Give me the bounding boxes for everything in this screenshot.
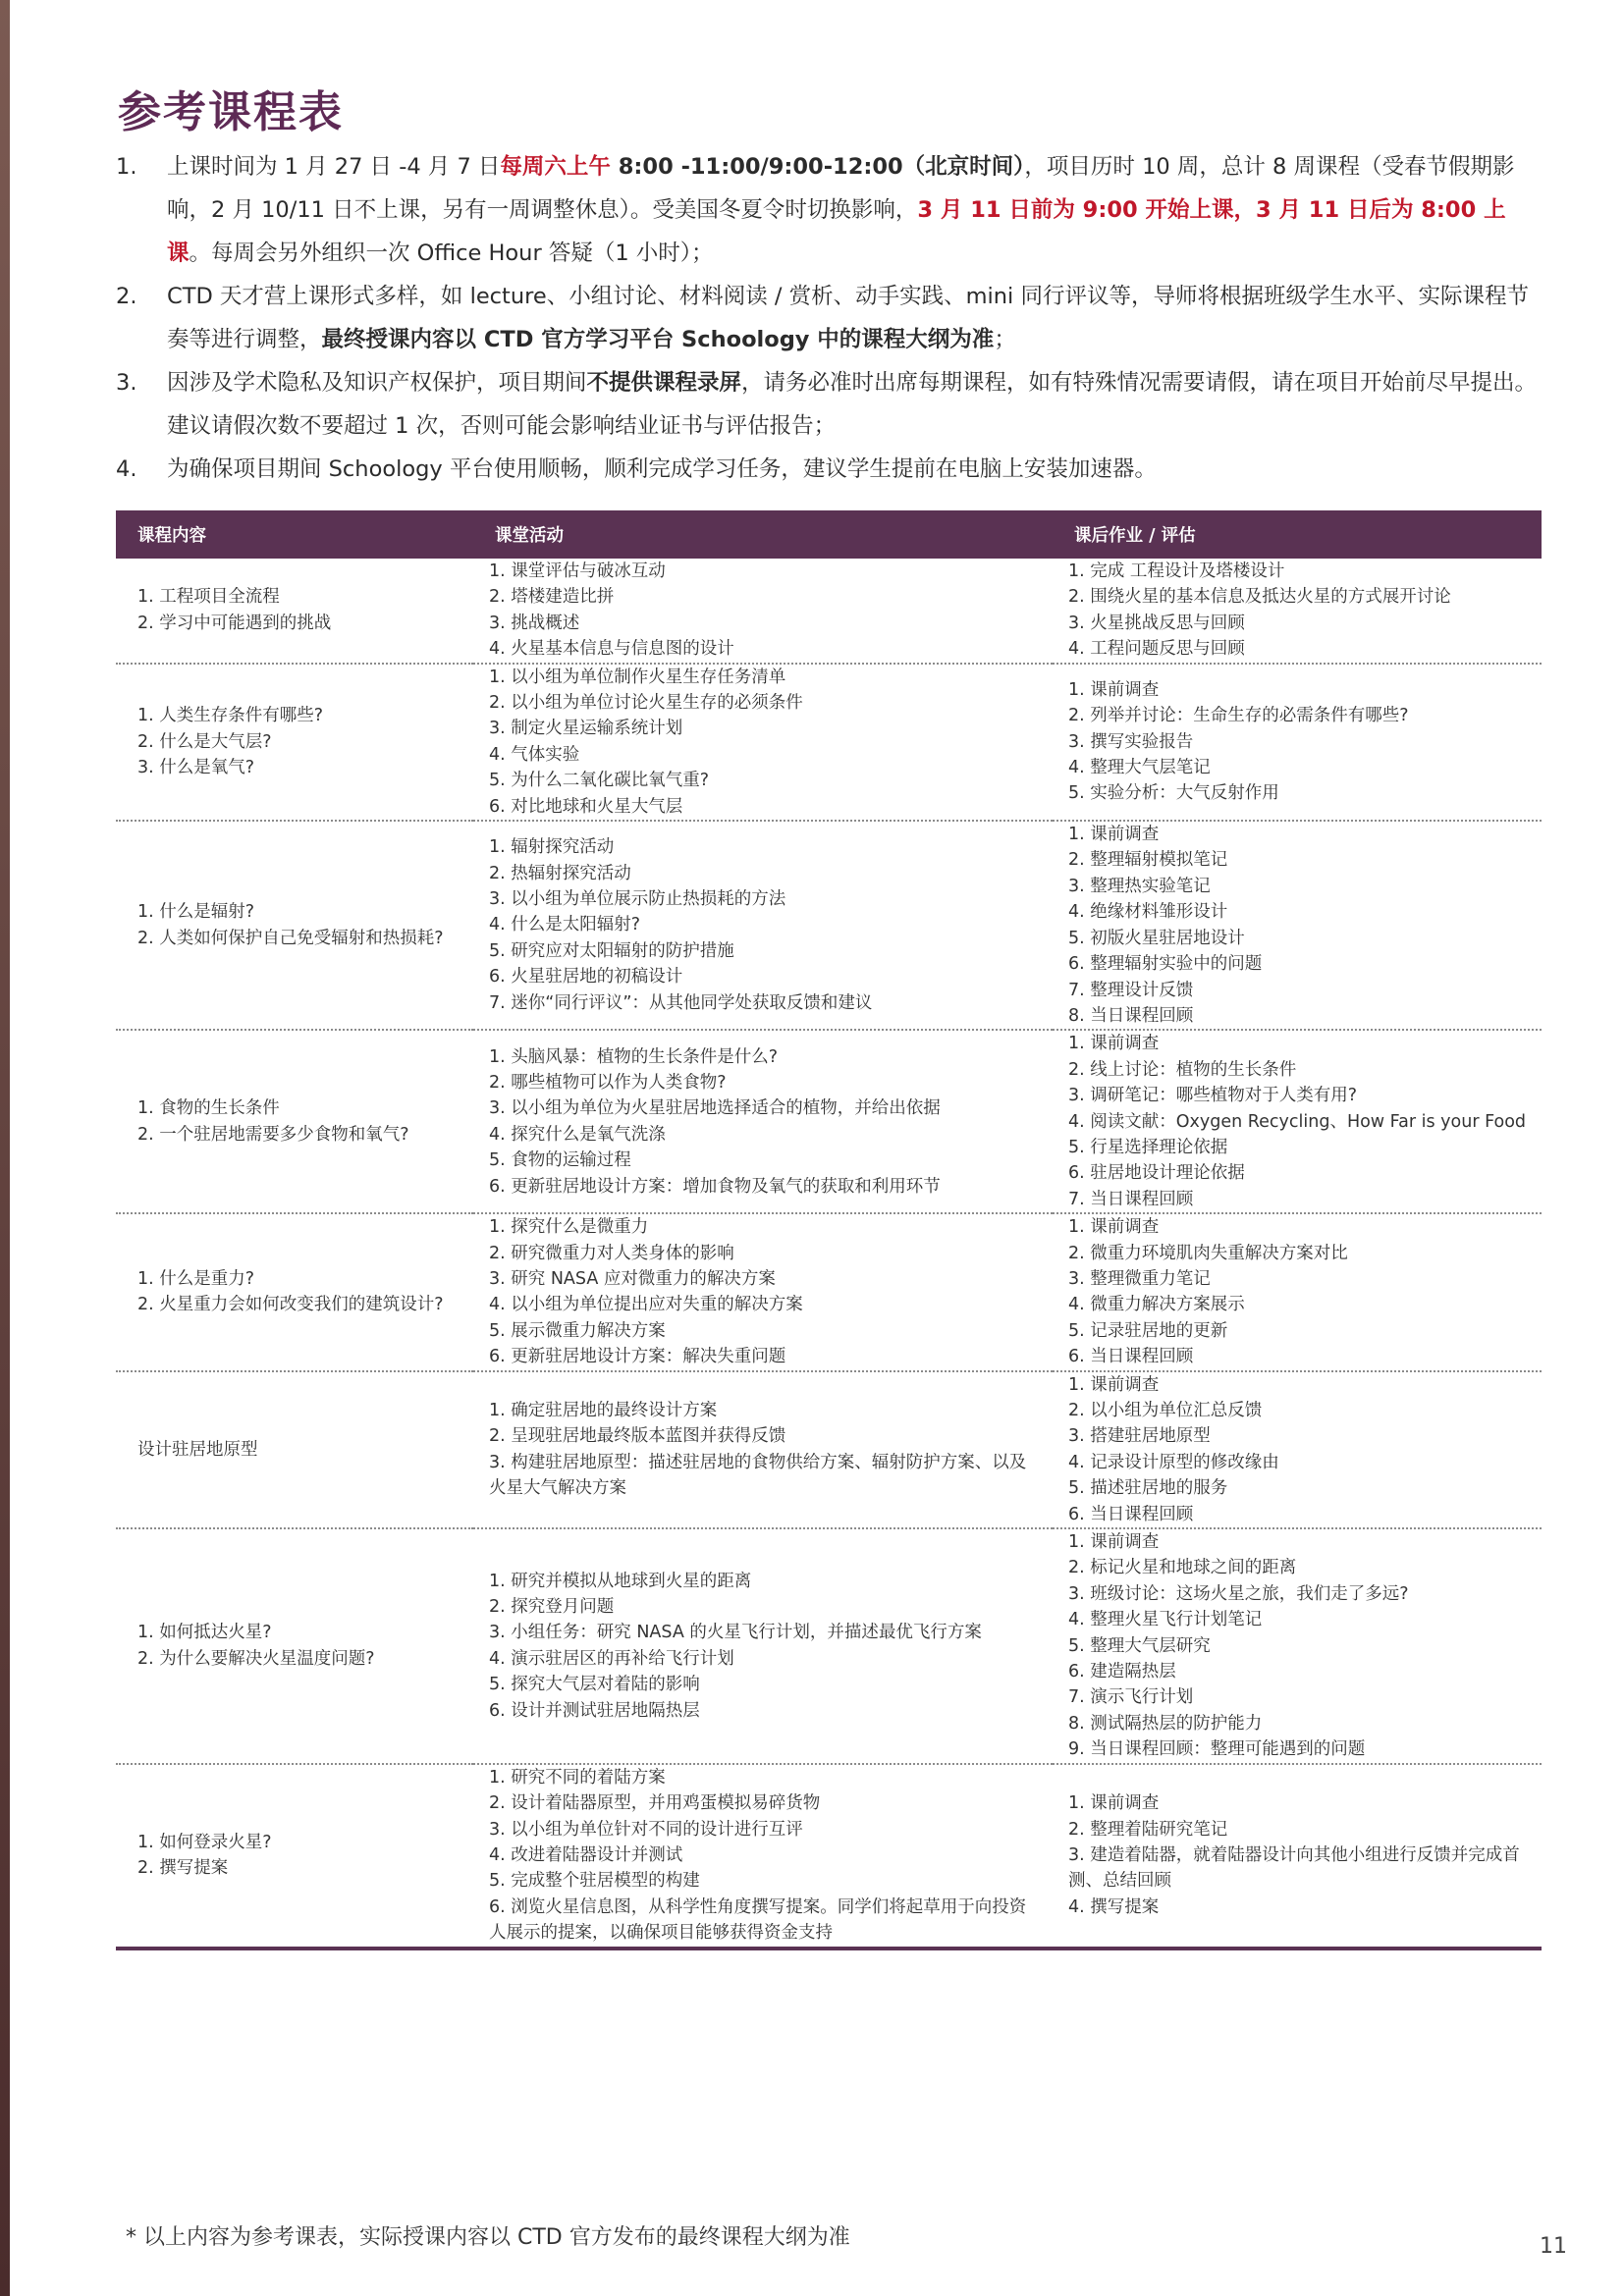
homework-assessment-line: 5. 整理大气层研究: [1068, 1635, 1211, 1656]
homework-assessment-line: 3. 撰写实验报告: [1068, 731, 1194, 752]
homework-assessment-line: 7. 整理设计反馈: [1068, 980, 1194, 1000]
class-activities-line: 5. 为什么二氧化碳比氧气重?: [489, 771, 710, 791]
homework-assessment-line: 1. 课前调查: [1068, 1034, 1160, 1054]
course-topic-line: 1. 如何抵达火星?: [137, 1623, 272, 1643]
class-activities-line: 6. 更新驻居地设计方案：解决失重问题: [489, 1347, 786, 1367]
class-activities-line: 6. 设计并测试驻居地隔热层: [489, 1700, 700, 1721]
homework-assessment-line: 1. 课前调查: [1068, 1532, 1160, 1553]
course-topic-cell: [116, 1764, 473, 1949]
notes-list: [116, 145, 1549, 491]
course-topic-list: [137, 1830, 463, 1882]
note-emphasis: 不提供课程录屏: [586, 370, 742, 396]
homework-assessment-line: 4. 阅读文献：Oxygen Recycling、How Far is your Food: [1068, 1111, 1527, 1132]
note-item: [116, 145, 1549, 275]
note-item: [116, 275, 1549, 361]
homework-assessment-line: 2. 线上讨论：植物的生长条件: [1068, 1059, 1297, 1080]
table-row: [116, 1371, 1542, 1528]
course-topic-cell: [116, 1371, 473, 1528]
homework-assessment-cell: [1053, 1030, 1542, 1213]
note-text: 。每周会另外组织一次 Office Hour 答疑（1 小时）；: [189, 240, 714, 266]
homework-assessment-line: 3. 整理微重力笔记: [1068, 1268, 1211, 1289]
class-activities-line: 5. 展示微重力解决方案: [489, 1320, 666, 1341]
homework-assessment-list: [1068, 1529, 1532, 1763]
note-text: 为确保项目期间 Schoology 平台使用顺畅，顺利完成学习任务，建议学生提前在电脑上安装加速器。: [167, 456, 1157, 482]
homework-assessment-line: 2. 以小组为单位汇总反馈: [1068, 1401, 1263, 1420]
homework-assessment-list: [1068, 1790, 1532, 1920]
homework-assessment-line: 2. 整理着陆研究笔记: [1068, 1819, 1228, 1840]
homework-assessment-line: 4. 记录设计原型的修改缘由: [1068, 1452, 1279, 1472]
homework-assessment-line: 4. 撰写提案: [1068, 1896, 1160, 1917]
course-topic-line: 2. 撰写提案: [137, 1858, 229, 1879]
class-activities-list: [489, 1044, 1043, 1200]
class-activities-line: 1. 头脑风暴：植物的生长条件是什么?: [489, 1046, 779, 1067]
class-activities-line: 4. 改进着陆器设计并测试: [489, 1844, 683, 1865]
note-number: 4.: [116, 456, 137, 482]
course-topic-line: 2. 学习中可能遇到的挑战: [137, 613, 332, 633]
page-title: 参考课程表: [118, 87, 344, 137]
course-topic-cell: [116, 559, 473, 664]
class-activities-line: 6. 浏览火星信息图，从科学性角度撰写提案。同学们将起草用于向投资人展示的提案，以确保项目能够获得资金支持: [489, 1896, 1027, 1944]
class-activities-line: 2. 哪些植物可以作为人类食物?: [489, 1072, 727, 1093]
homework-assessment-line: 3. 搭建驻居地原型: [1068, 1426, 1211, 1447]
schedule-table: [116, 510, 1542, 1950]
homework-assessment-line: 8. 测试隔热层的防护能力: [1068, 1713, 1263, 1734]
homework-assessment-list: [1068, 1372, 1532, 1527]
course-topic-cell: [116, 821, 473, 1030]
page-number: 11: [1540, 2234, 1567, 2259]
note-item: [116, 448, 1549, 491]
table-row: [116, 1213, 1542, 1370]
note-emphasis: 每周六上午: [500, 154, 611, 180]
left-edge-strip: [0, 0, 10, 2296]
homework-assessment-line: 2. 围绕火星的基本信息及抵达火星的方式展开讨论: [1068, 587, 1451, 608]
homework-assessment-line: 4. 工程问题反思与回顾: [1068, 639, 1245, 660]
course-topic-line: 1. 什么是辐射?: [137, 902, 255, 923]
homework-assessment-line: 3. 建造着陆器，就着陆器设计向其他小组进行反馈并完成首测、总结回顾: [1068, 1844, 1520, 1892]
homework-assessment-line: 1. 课前调查: [1068, 825, 1160, 845]
class-activities-cell: [473, 1528, 1053, 1764]
homework-assessment-line: 1. 完成 工程设计及塔楼设计: [1068, 561, 1285, 581]
homework-assessment-line: 6. 建造隔热层: [1068, 1662, 1176, 1682]
class-activities-line: 1. 研究并模拟从地球到火星的距离: [489, 1571, 752, 1591]
homework-assessment-line: 4. 整理大气层笔记: [1068, 758, 1211, 778]
header-activities: 课堂活动: [495, 526, 564, 546]
note-text: 上课时间为 1 月 27 日 -4 月 7 日: [167, 154, 501, 180]
course-topic-list: [137, 1437, 463, 1463]
note-text: ，项目历时 10 周，总计 8 周课程（受春节假期影响，2 月 10/11 日不上课，另有一周调整休息）。受美国冬夏令时切换影响，: [167, 154, 1515, 223]
class-activities-line: 1. 研究不同的着陆方案: [489, 1767, 666, 1788]
homework-assessment-cell: [1053, 1371, 1542, 1528]
class-activities-line: 2. 呈现驻居地最终版本蓝图并获得反馈: [489, 1426, 786, 1447]
note-emphasis: 最终授课内容以 CTD 官方学习平台 Schoology 中的课程大纲为准: [321, 327, 995, 352]
class-activities-cell: [473, 821, 1053, 1030]
homework-assessment-line: 3. 整理热实验笔记: [1068, 876, 1211, 896]
course-topic-list: [137, 1095, 463, 1148]
note-emphasis: 3 月 11 日前为 9:00 开始上课，3 月 11 日后为 8:00 上课: [167, 197, 1506, 266]
homework-assessment-list: [1068, 1031, 1532, 1212]
course-topic-list: [137, 1266, 463, 1318]
table-row: [116, 1528, 1542, 1764]
course-topic-cell: [116, 1030, 473, 1213]
note-text: ，请务必准时出席每期课程，如有特殊情况需要请假，请在项目开始前尽早提出。建议请假次数不要超过 1 次，否则可能会影响结业证书与评估报告；: [167, 370, 1538, 439]
table-row: [116, 664, 1542, 821]
homework-assessment-line: 6. 整理辐射实验中的问题: [1068, 954, 1263, 975]
table-row: [116, 821, 1542, 1030]
class-activities-line: 4. 气体实验: [489, 744, 580, 765]
homework-assessment-line: 4. 微重力解决方案展示: [1068, 1295, 1245, 1315]
course-topic-cell: [116, 1213, 473, 1370]
homework-assessment-line: 3. 班级讨论：这场火星之旅，我们走了多远?: [1068, 1583, 1409, 1604]
homework-assessment-list: [1068, 559, 1532, 663]
note-item: [116, 361, 1549, 448]
class-activities-cell: [473, 1213, 1053, 1370]
course-topic-line: 2. 人类如何保护自己免受辐射和热损耗?: [137, 928, 444, 948]
class-activities-cell: [473, 1371, 1053, 1528]
class-activities-line: 2. 塔楼建造比拼: [489, 587, 615, 608]
class-activities-list: [489, 1569, 1043, 1724]
table-row: [116, 1030, 1542, 1213]
note-number: 3.: [116, 370, 137, 396]
class-activities-line: 2. 探究登月问题: [489, 1597, 615, 1618]
class-activities-line: 4. 以小组为单位提出应对失重的解决方案: [489, 1295, 803, 1315]
table-header-row: [116, 510, 1542, 559]
footer-note: * 以上内容为参考课表，实际授课内容以 CTD 官方发布的最终课程大纲为准: [126, 2225, 850, 2250]
class-activities-line: 1. 探究什么是微重力: [489, 1217, 649, 1238]
homework-assessment-line: 2. 列举并讨论：生命生存的必需条件有哪些?: [1068, 706, 1409, 726]
class-activities-list: [489, 559, 1043, 663]
course-topic-line: 3. 什么是氧气?: [137, 758, 255, 778]
course-topic-line: 1. 食物的生长条件: [137, 1098, 280, 1119]
homework-assessment-line: 5. 记录驻居地的更新: [1068, 1320, 1228, 1341]
course-topic-line: 1. 工程项目全流程: [137, 587, 280, 608]
homework-assessment-list: [1068, 822, 1532, 1029]
class-activities-line: 6. 火星驻居地的初稿设计: [489, 967, 683, 988]
class-activities-list: [489, 1214, 1043, 1369]
class-activities-line: 3. 以小组为单位展示防止热损耗的方法: [489, 889, 786, 910]
course-topic-line: 1. 如何登录火星?: [137, 1832, 272, 1852]
class-activities-line: 4. 什么是太阳辐射?: [489, 915, 641, 935]
course-topic-list: [137, 584, 463, 636]
course-topic-line: 2. 火星重力会如何改变我们的建筑设计?: [137, 1295, 444, 1315]
homework-assessment-line: 2. 整理辐射模拟笔记: [1068, 850, 1228, 871]
class-activities-list: [489, 1765, 1043, 1947]
class-activities-line: 7. 迷你“同行评议”：从其他同学处获取反馈和建议: [489, 992, 873, 1013]
class-activities-list: [489, 665, 1043, 820]
homework-assessment-cell: [1053, 1764, 1542, 1949]
class-activities-line: 4. 演示驻居区的再补给飞行计划: [489, 1648, 734, 1669]
class-activities-line: 3. 以小组为单位为火星驻居地选择适合的植物，并给出依据: [489, 1098, 941, 1119]
homework-assessment-line: 5. 实验分析：大气反射作用: [1068, 783, 1279, 804]
class-activities-line: 5. 探究大气层对着陆的影响: [489, 1675, 700, 1695]
class-activities-line: 1. 辐射探究活动: [489, 837, 615, 858]
homework-assessment-line: 9. 当日课程回顾：整理可能遇到的问题: [1068, 1739, 1366, 1760]
note-text: ；: [994, 327, 1016, 352]
homework-assessment-line: 6. 当日课程回顾: [1068, 1504, 1194, 1524]
class-activities-list: [489, 834, 1043, 1016]
class-activities-line: 6. 对比地球和火星大气层: [489, 796, 683, 817]
class-activities-line: 2. 研究微重力对人类身体的影响: [489, 1243, 734, 1263]
course-topic-list: [137, 1620, 463, 1672]
class-activities-line: 3. 构建驻居地原型：描述驻居地的食物供给方案、辐射防护方案、以及火星大气解决方案: [489, 1452, 1027, 1499]
course-topic-line: 2. 什么是大气层?: [137, 731, 272, 752]
class-activities-cell: [473, 1764, 1053, 1949]
class-activities-line: 6. 更新驻居地设计方案：增加食物及氧气的获取和利用环节: [489, 1176, 941, 1197]
homework-assessment-line: 8. 当日课程回顾: [1068, 1005, 1194, 1026]
class-activities-list: [489, 1398, 1043, 1502]
homework-assessment-cell: [1053, 1528, 1542, 1764]
homework-assessment-line: 3. 火星挑战反思与回顾: [1068, 613, 1245, 633]
homework-assessment-line: 5. 描述驻居地的服务: [1068, 1478, 1228, 1499]
homework-assessment-cell: [1053, 664, 1542, 821]
homework-assessment-line: 1. 课前调查: [1068, 679, 1160, 700]
homework-assessment-line: 3. 调研笔记：哪些植物对于人类有用?: [1068, 1086, 1358, 1106]
class-activities-line: 5. 完成整个驻居模型的构建: [489, 1871, 700, 1892]
class-activities-line: 3. 小组任务：研究 NASA 的火星飞行计划，并描述最优飞行方案: [489, 1623, 982, 1643]
course-topic-line: 2. 为什么要解决火星温度问题?: [137, 1648, 375, 1669]
homework-assessment-cell: [1053, 1213, 1542, 1370]
course-topic-line: 1. 人类生存条件有哪些?: [137, 706, 324, 726]
class-activities-line: 4. 火星基本信息与信息图的设计: [489, 639, 734, 660]
note-emphasis: 8:00 -11:00/9:00-12:00（北京时间）: [610, 154, 1025, 180]
class-activities-line: 5. 食物的运输过程: [489, 1150, 631, 1171]
homework-assessment-line: 2. 微重力环境肌肉失重解决方案对比: [1068, 1243, 1348, 1263]
class-activities-line: 1. 确定驻居地的最终设计方案: [489, 1401, 718, 1420]
homework-assessment-line: 4. 绝缘材料雏形设计: [1068, 902, 1228, 923]
class-activities-line: 2. 热辐射探究活动: [489, 863, 631, 883]
header-homework: 课后作业 / 评估: [1074, 526, 1196, 546]
note-number: 1.: [116, 154, 137, 180]
course-topic-line: 2. 一个驻居地需要多少食物和氧气?: [137, 1124, 409, 1145]
homework-assessment-line: 7. 演示飞行计划: [1068, 1687, 1194, 1708]
class-activities-cell: [473, 559, 1053, 664]
course-topic-list: [137, 703, 463, 780]
homework-assessment-cell: [1053, 559, 1542, 664]
note-text: CTD 天才营上课形式多样，如 lecture、小组讨论、材料阅读 / 赏析、动手实践、mini 同行评议等，导师将根据班级学生水平、实际课程节奏等进行调整，: [167, 284, 1529, 352]
homework-assessment-line: 1. 课前调查: [1068, 1793, 1160, 1814]
class-activities-line: 3. 以小组为单位针对不同的设计进行互评: [489, 1819, 803, 1840]
note-number: 2.: [116, 284, 137, 309]
table-row: [116, 559, 1542, 664]
homework-assessment-line: 4. 整理火星飞行计划笔记: [1068, 1610, 1263, 1630]
homework-assessment-line: 5. 行星选择理论依据: [1068, 1137, 1228, 1157]
class-activities-cell: [473, 664, 1053, 821]
homework-assessment-line: 1. 课前调查: [1068, 1374, 1160, 1395]
class-activities-line: 4. 探究什么是氧气洗涤: [489, 1124, 666, 1145]
homework-assessment-line: 6. 当日课程回顾: [1068, 1347, 1194, 1367]
class-activities-line: 1. 课堂评估与破冰互动: [489, 561, 666, 581]
homework-assessment-cell: [1053, 821, 1542, 1030]
homework-assessment-line: 7. 当日课程回顾: [1068, 1189, 1194, 1209]
class-activities-line: 2. 以小组为单位讨论火星生存的必须条件: [489, 693, 803, 714]
course-topic-cell: [116, 664, 473, 821]
course-topic-list: [137, 899, 463, 951]
class-activities-line: 3. 制定火星运输系统计划: [489, 719, 683, 739]
course-topic-line: 1. 什么是重力?: [137, 1268, 255, 1289]
homework-assessment-line: 6. 驻居地设计理论依据: [1068, 1163, 1245, 1184]
class-activities-line: 5. 研究应对太阳辐射的防护措施: [489, 940, 734, 961]
class-activities-line: 3. 研究 NASA 应对微重力的解决方案: [489, 1268, 776, 1289]
class-activities-line: 1. 以小组为单位制作火星生存任务清单: [489, 667, 786, 687]
homework-assessment-line: 5. 初版火星驻居地设计: [1068, 928, 1245, 948]
homework-assessment-list: [1068, 1214, 1532, 1369]
homework-assessment-line: 1. 课前调查: [1068, 1217, 1160, 1238]
header-topic: 课程内容: [137, 526, 206, 546]
course-topic-line: 设计驻居地原型: [137, 1439, 258, 1460]
class-activities-cell: [473, 1030, 1053, 1213]
note-text: 因涉及学术隐私及知识产权保护，项目期间: [167, 370, 587, 396]
class-activities-line: 2. 设计着陆器原型，并用鸡蛋模拟易碎货物: [489, 1793, 821, 1814]
table-row: [116, 1764, 1542, 1949]
homework-assessment-list: [1068, 677, 1532, 807]
homework-assessment-line: 2. 标记火星和地球之间的距离: [1068, 1558, 1297, 1578]
class-activities-line: 3. 挑战概述: [489, 613, 580, 633]
course-topic-cell: [116, 1528, 473, 1764]
